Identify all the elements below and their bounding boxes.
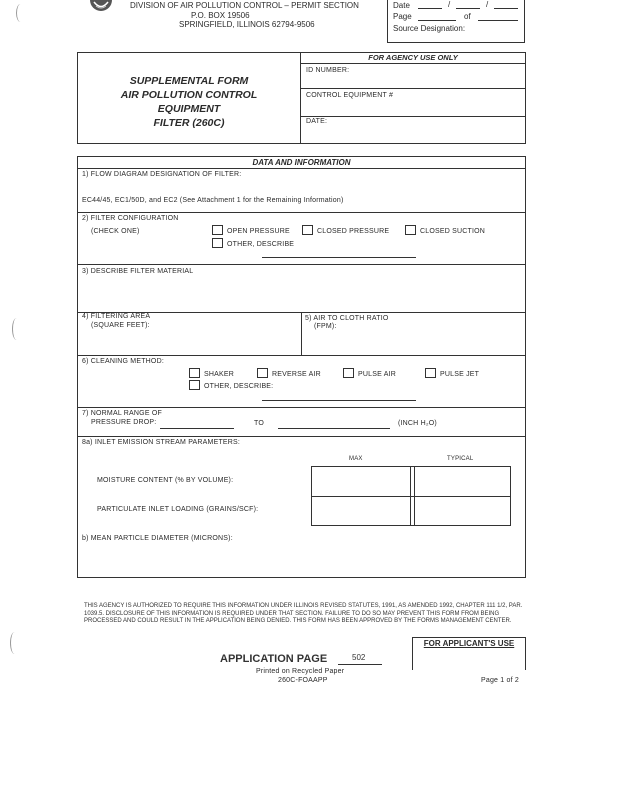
pressure-drop-min-field[interactable] [160, 428, 234, 429]
date-field-1[interactable] [418, 8, 442, 9]
page-count: Page 1 of 2 [481, 677, 520, 684]
agency-line-1: DIVISION OF AIR POLLUTION CONTROL – PERMIT SECTION [130, 1, 359, 10]
q1-divider [77, 212, 526, 213]
q7-to-label: TO [254, 420, 264, 427]
date-sep-2: / [486, 0, 489, 9]
shaker-label: SHAKER [204, 371, 234, 378]
control-equipment-divider [300, 116, 526, 117]
agency-date-label: DATE: [306, 118, 328, 125]
particulate-typical-cell[interactable] [415, 497, 510, 525]
q7-divider [77, 436, 526, 437]
pulse-air-checkbox[interactable] [343, 368, 354, 378]
scan-mark-top [16, 4, 25, 22]
q5-divider [77, 355, 526, 356]
form-title-line-1: SUPPLEMENTAL FORM [129, 75, 249, 87]
other-config-checkbox[interactable] [212, 238, 223, 248]
date-sep-1: / [448, 0, 451, 9]
q5-fpm: (FPM): [314, 323, 337, 330]
other-cleaning-checkbox[interactable] [189, 380, 200, 390]
data-heading-underline [77, 168, 526, 169]
open-pressure-label: OPEN PRESSURE [227, 228, 290, 235]
page-of-field[interactable] [478, 20, 518, 21]
other-cleaning-field[interactable] [262, 400, 416, 401]
date-field-3[interactable] [494, 8, 518, 9]
application-page-label: APPLICATION PAGE [220, 653, 328, 665]
closed-pressure-label: CLOSED PRESSURE [317, 228, 390, 235]
header-box-left [387, 0, 388, 42]
particulate-loading-label: PARTICULATE INLET LOADING (GRAINS/SCF): [97, 506, 259, 513]
pulse-jet-label: PULSE JET [440, 371, 480, 378]
other-cleaning-label: OTHER, DESCRIBE: [204, 383, 274, 390]
other-config-label: OTHER, DESCRIBE [227, 241, 295, 248]
q6-divider [77, 407, 526, 408]
recycled-paper-note: Printed on Recycled Paper [256, 668, 345, 675]
page-field[interactable] [418, 20, 456, 21]
moisture-typical-cell[interactable] [415, 467, 510, 495]
form-title [78, 74, 300, 130]
particulate-max-cell[interactable] [312, 497, 409, 525]
q8a-inlet-params-label: 8a) INLET EMISSION STREAM PARAMETERS: [82, 439, 241, 446]
control-equipment-label: CONTROL EQUIPMENT # [306, 92, 394, 99]
agency-line-2: P.O. BOX 19506 [191, 11, 250, 20]
moisture-content-label: MOISTURE CONTENT (% BY VOLUME): [97, 477, 234, 484]
agency-line-3: SPRINGFIELD, ILLINOIS 62794-9506 [179, 20, 315, 29]
q5-air-to-cloth-label: 5) AIR TO CLOTH RATIO [305, 315, 389, 322]
q4-square-feet: (SQUARE FEET): [91, 322, 150, 329]
max-column-header: MAX [349, 456, 363, 462]
applicants-use-heading: FOR APPLICANT'S USE [423, 639, 515, 648]
reverse-air-label: REVERSE AIR [272, 371, 321, 378]
closed-suction-checkbox[interactable] [405, 225, 416, 235]
agency-use-heading-underline [300, 63, 526, 64]
form-title-line-2: AIR POLLUTION CONTROL [120, 89, 258, 101]
id-number-divider [300, 88, 526, 89]
form-title-line-4: FILTER (260C) [153, 117, 225, 129]
form-code: 260C-FOAAPP [278, 677, 328, 684]
open-pressure-checkbox[interactable] [212, 225, 223, 235]
shaker-checkbox[interactable] [189, 368, 200, 378]
header-box-right [524, 0, 525, 42]
agency-use-heading: FOR AGENCY USE ONLY [368, 53, 458, 62]
agency-seal [88, 0, 114, 16]
date-label: Date [393, 1, 410, 10]
id-number-label: ID NUMBER: [306, 67, 350, 74]
q7-pressure-drop-sub: PRESSURE DROP: [91, 419, 157, 426]
reverse-air-checkbox[interactable] [257, 368, 268, 378]
q7-unit-label: (INCH H₂O) [398, 420, 437, 427]
data-section-heading: DATA AND INFORMATION [252, 158, 351, 167]
form-title-line-3: EQUIPMENT [157, 103, 221, 115]
closed-suction-label: CLOSED SUCTION [420, 228, 486, 235]
q6-cleaning-method-label: 6) CLEANING METHOD: [82, 358, 164, 365]
page-of-label: of [464, 12, 471, 21]
scan-mark-middle [12, 318, 21, 340]
pressure-drop-max-field[interactable] [278, 428, 390, 429]
q1-flow-diagram-value[interactable]: EC44/45, EC1/50D, and EC2 (See Attachment 1 for the Remaining Information) [82, 197, 344, 204]
closed-pressure-checkbox[interactable] [302, 225, 313, 235]
q3-filter-material-label: 3) DESCRIBE FILTER MATERIAL [82, 268, 194, 275]
pulse-air-label: PULSE AIR [358, 371, 396, 378]
q4-filtering-area-label: 4) FILTERING AREA [82, 313, 151, 320]
q7-pressure-drop-label: 7) NORMAL RANGE OF [82, 410, 162, 417]
q2-filter-config-label: 2) FILTER CONFIGURATION [82, 215, 179, 222]
source-designation-label: Source Designation: [393, 24, 466, 33]
q2-check-one: (CHECK ONE) [91, 228, 140, 235]
application-page-value[interactable]: 502 [352, 653, 366, 662]
scan-mark-bottom [10, 632, 19, 654]
typical-column-header: TYPICAL [447, 456, 474, 462]
q1-flow-diagram-label: 1) FLOW DIAGRAM DESIGNATION OF FILTER: [82, 171, 242, 178]
q2-divider [77, 264, 526, 265]
header-box-bottom [387, 42, 525, 43]
other-config-field[interactable] [262, 257, 416, 258]
disclosure-notice: THIS AGENCY IS AUTHORIZED TO REQUIRE THIS INFORMATION UNDER ILLINOIS REVISED STATUTES, 1991, AS AMENDED 1992, CHAPTER 111 1/2, PAR. 1039.5. DISCLOSURE OF THIS INFORMATION IS REQUIRED UNDER THAT SECTION. FAILURE TO DO SO MAY PREVENT THIS FORM FROM BEING PROCESSED AND COULD RESULT IN THE APPLICATION BEING DENIED. THIS FORM HAS BEEN APPROVED BY THE FORMS MANAGEMENT CENTER. [84, 603, 523, 625]
moisture-max-cell[interactable] [312, 467, 409, 495]
date-field-2[interactable] [456, 8, 480, 9]
application-page-field [338, 664, 382, 665]
q4-q5-divider [301, 312, 302, 355]
pulse-jet-checkbox[interactable] [425, 368, 436, 378]
q8b-particle-diameter-label: b) MEAN PARTICLE DIAMETER (MICRONS): [82, 535, 233, 542]
page-label: Page [393, 12, 412, 21]
title-block-divider [300, 52, 301, 144]
